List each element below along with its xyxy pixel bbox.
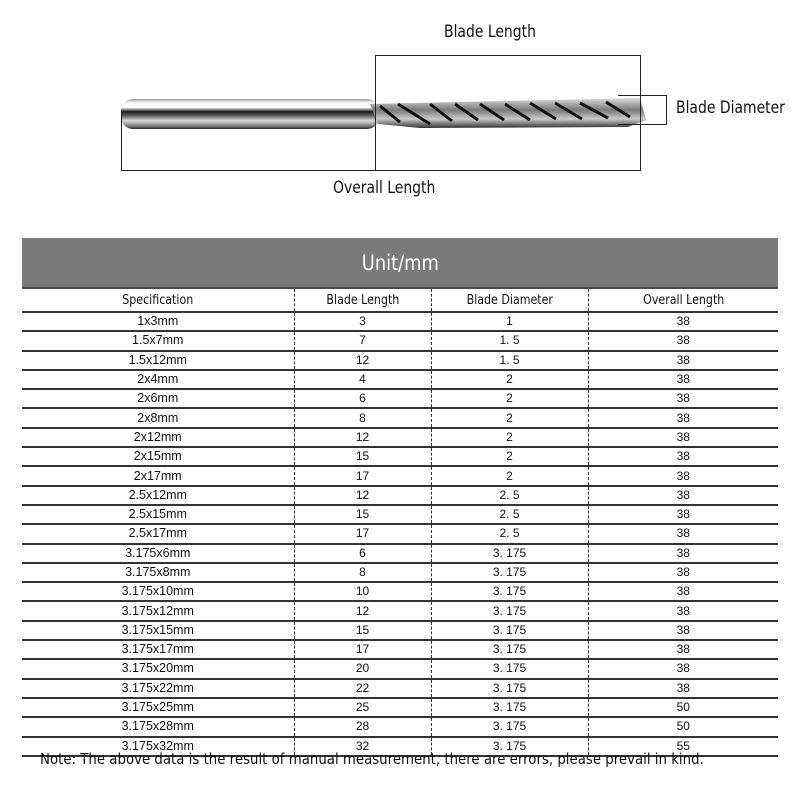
- spec-table-container: [22, 238, 778, 757]
- cell-blade-diameter: 2: [431, 428, 588, 447]
- cell-overall-length: 38: [588, 351, 778, 370]
- cell-blade-length: 12: [294, 601, 431, 620]
- table-row: [22, 428, 778, 447]
- cell-overall-length: 55: [588, 737, 778, 756]
- table-row: [22, 659, 778, 678]
- tool-diagram: [0, 0, 800, 225]
- cell-blade-diameter: 2. 5: [431, 524, 588, 543]
- cell-specification: 2x17mm: [22, 466, 294, 485]
- cell-blade-diameter: 3. 175: [431, 737, 588, 756]
- cell-blade-diameter: 3. 175: [431, 659, 588, 678]
- cell-specification: 1.5x7mm: [22, 331, 294, 350]
- cell-specification: 3.175x10mm: [22, 582, 294, 601]
- shank: [121, 99, 379, 129]
- cell-blade-diameter: 3. 175: [431, 717, 588, 736]
- cell-specification: 3.175x15mm: [22, 621, 294, 640]
- overall-length-label: Overall Length: [333, 178, 436, 198]
- cell-blade-length: 25: [294, 698, 431, 717]
- cell-overall-length: 38: [588, 544, 778, 563]
- cell-blade-length: 3: [294, 312, 431, 331]
- cell-blade-length: 15: [294, 447, 431, 466]
- table-row: [22, 331, 778, 350]
- cell-blade-diameter: 3. 175: [431, 698, 588, 717]
- cell-overall-length: 50: [588, 717, 778, 736]
- table-row: [22, 312, 778, 331]
- table-row: [22, 389, 778, 408]
- cell-blade-length: 15: [294, 505, 431, 524]
- cell-blade-diameter: 2: [431, 466, 588, 485]
- cell-overall-length: 38: [588, 408, 778, 427]
- unit-title: Unit/mm: [361, 250, 439, 275]
- cell-blade-length: 8: [294, 563, 431, 582]
- cell-overall-length: 38: [588, 486, 778, 505]
- cell-specification: 2.5x15mm: [22, 505, 294, 524]
- cell-specification: 3.175x32mm: [22, 737, 294, 756]
- cell-specification: 3.175x22mm: [22, 679, 294, 698]
- cell-blade-length: 12: [294, 486, 431, 505]
- cell-blade-length: 22: [294, 679, 431, 698]
- cell-specification: 2x15mm: [22, 447, 294, 466]
- cell-overall-length: 50: [588, 698, 778, 717]
- cell-blade-diameter: 3. 175: [431, 563, 588, 582]
- cell-overall-length: 38: [588, 312, 778, 331]
- cell-blade-length: 7: [294, 331, 431, 350]
- table-row: [22, 351, 778, 370]
- cell-specification: 2x8mm: [22, 408, 294, 427]
- cell-blade-length: 6: [294, 544, 431, 563]
- cell-overall-length: 38: [588, 466, 778, 485]
- cell-blade-diameter: 2: [431, 370, 588, 389]
- table-row: [22, 447, 778, 466]
- cell-blade-diameter: 2. 5: [431, 505, 588, 524]
- spec-table: [22, 289, 778, 757]
- cell-overall-length: 38: [588, 582, 778, 601]
- header-blade-length: Blade Length: [294, 289, 431, 312]
- cell-blade-diameter: 3. 175: [431, 544, 588, 563]
- cell-specification: 1.5x12mm: [22, 351, 294, 370]
- table-row: [22, 698, 778, 717]
- cell-blade-length: 12: [294, 428, 431, 447]
- cell-overall-length: 38: [588, 370, 778, 389]
- cell-blade-length: 17: [294, 524, 431, 543]
- cell-blade-diameter: 1. 5: [431, 331, 588, 350]
- cell-blade-diameter: 3. 175: [431, 640, 588, 659]
- cell-specification: 3.175x20mm: [22, 659, 294, 678]
- cell-specification: 3.175x6mm: [22, 544, 294, 563]
- table-row: [22, 717, 778, 736]
- table-row: [22, 621, 778, 640]
- cell-blade-diameter: 1. 5: [431, 351, 588, 370]
- cell-blade-diameter: 3. 175: [431, 679, 588, 698]
- cell-specification: 3.175x12mm: [22, 601, 294, 620]
- table-header-row: [22, 289, 778, 312]
- cell-blade-diameter: 2: [431, 389, 588, 408]
- cell-blade-diameter: 1: [431, 312, 588, 331]
- header-blade-diameter: Blade Diameter: [431, 289, 588, 312]
- cell-specification: 1x3mm: [22, 312, 294, 331]
- table-row: [22, 679, 778, 698]
- cell-overall-length: 38: [588, 601, 778, 620]
- cell-blade-length: 8: [294, 408, 431, 427]
- cell-overall-length: 38: [588, 389, 778, 408]
- table-row: [22, 544, 778, 563]
- table-row: [22, 370, 778, 389]
- cell-overall-length: 38: [588, 659, 778, 678]
- cell-specification: 3.175x25mm: [22, 698, 294, 717]
- cell-blade-length: 12: [294, 351, 431, 370]
- blade-diameter-label: Blade Diameter: [676, 98, 785, 118]
- cell-blade-length: 20: [294, 659, 431, 678]
- cell-specification: 2.5x12mm: [22, 486, 294, 505]
- cell-overall-length: 38: [588, 505, 778, 524]
- cell-blade-diameter: 3. 175: [431, 601, 588, 620]
- cell-blade-length: 15: [294, 621, 431, 640]
- cell-blade-length: 10: [294, 582, 431, 601]
- cell-overall-length: 38: [588, 447, 778, 466]
- cell-overall-length: 38: [588, 640, 778, 659]
- header-overall-length: Overall Length: [588, 289, 778, 312]
- table-row: [22, 563, 778, 582]
- cell-specification: 3.175x17mm: [22, 640, 294, 659]
- cell-blade-diameter: 2. 5: [431, 486, 588, 505]
- cell-blade-length: 17: [294, 640, 431, 659]
- cell-blade-diameter: 2: [431, 447, 588, 466]
- cell-overall-length: 38: [588, 621, 778, 640]
- table-row: [22, 640, 778, 659]
- cell-overall-length: 38: [588, 563, 778, 582]
- cell-overall-length: 38: [588, 679, 778, 698]
- cell-overall-length: 38: [588, 428, 778, 447]
- measurement-note: Note: The above data is the result of manual measurement, there are errors, please prevail in kind.: [40, 750, 704, 768]
- cell-specification: 2x6mm: [22, 389, 294, 408]
- table-row: [22, 408, 778, 427]
- table-row: [22, 505, 778, 524]
- cell-blade-diameter: 3. 175: [431, 621, 588, 640]
- cell-blade-length: 32: [294, 737, 431, 756]
- table-row: [22, 486, 778, 505]
- cell-blade-length: 4: [294, 370, 431, 389]
- cell-specification: 3.175x8mm: [22, 563, 294, 582]
- table-row: [22, 601, 778, 620]
- cell-blade-length: 6: [294, 389, 431, 408]
- cell-blade-diameter: 2: [431, 408, 588, 427]
- cell-blade-diameter: 3. 175: [431, 582, 588, 601]
- unit-header-bar: [22, 238, 778, 289]
- table-row: [22, 466, 778, 485]
- cell-overall-length: 38: [588, 331, 778, 350]
- cell-blade-length: 17: [294, 466, 431, 485]
- cell-specification: 3.175x28mm: [22, 717, 294, 736]
- cell-blade-length: 28: [294, 717, 431, 736]
- blade-length-label: Blade Length: [444, 22, 536, 42]
- cell-overall-length: 38: [588, 524, 778, 543]
- table-row: [22, 582, 778, 601]
- header-specification: Specification: [22, 289, 294, 312]
- table-body: [22, 312, 778, 756]
- cell-specification: 2.5x17mm: [22, 524, 294, 543]
- table-row: [22, 524, 778, 543]
- cell-specification: 2x4mm: [22, 370, 294, 389]
- cell-specification: 2x12mm: [22, 428, 294, 447]
